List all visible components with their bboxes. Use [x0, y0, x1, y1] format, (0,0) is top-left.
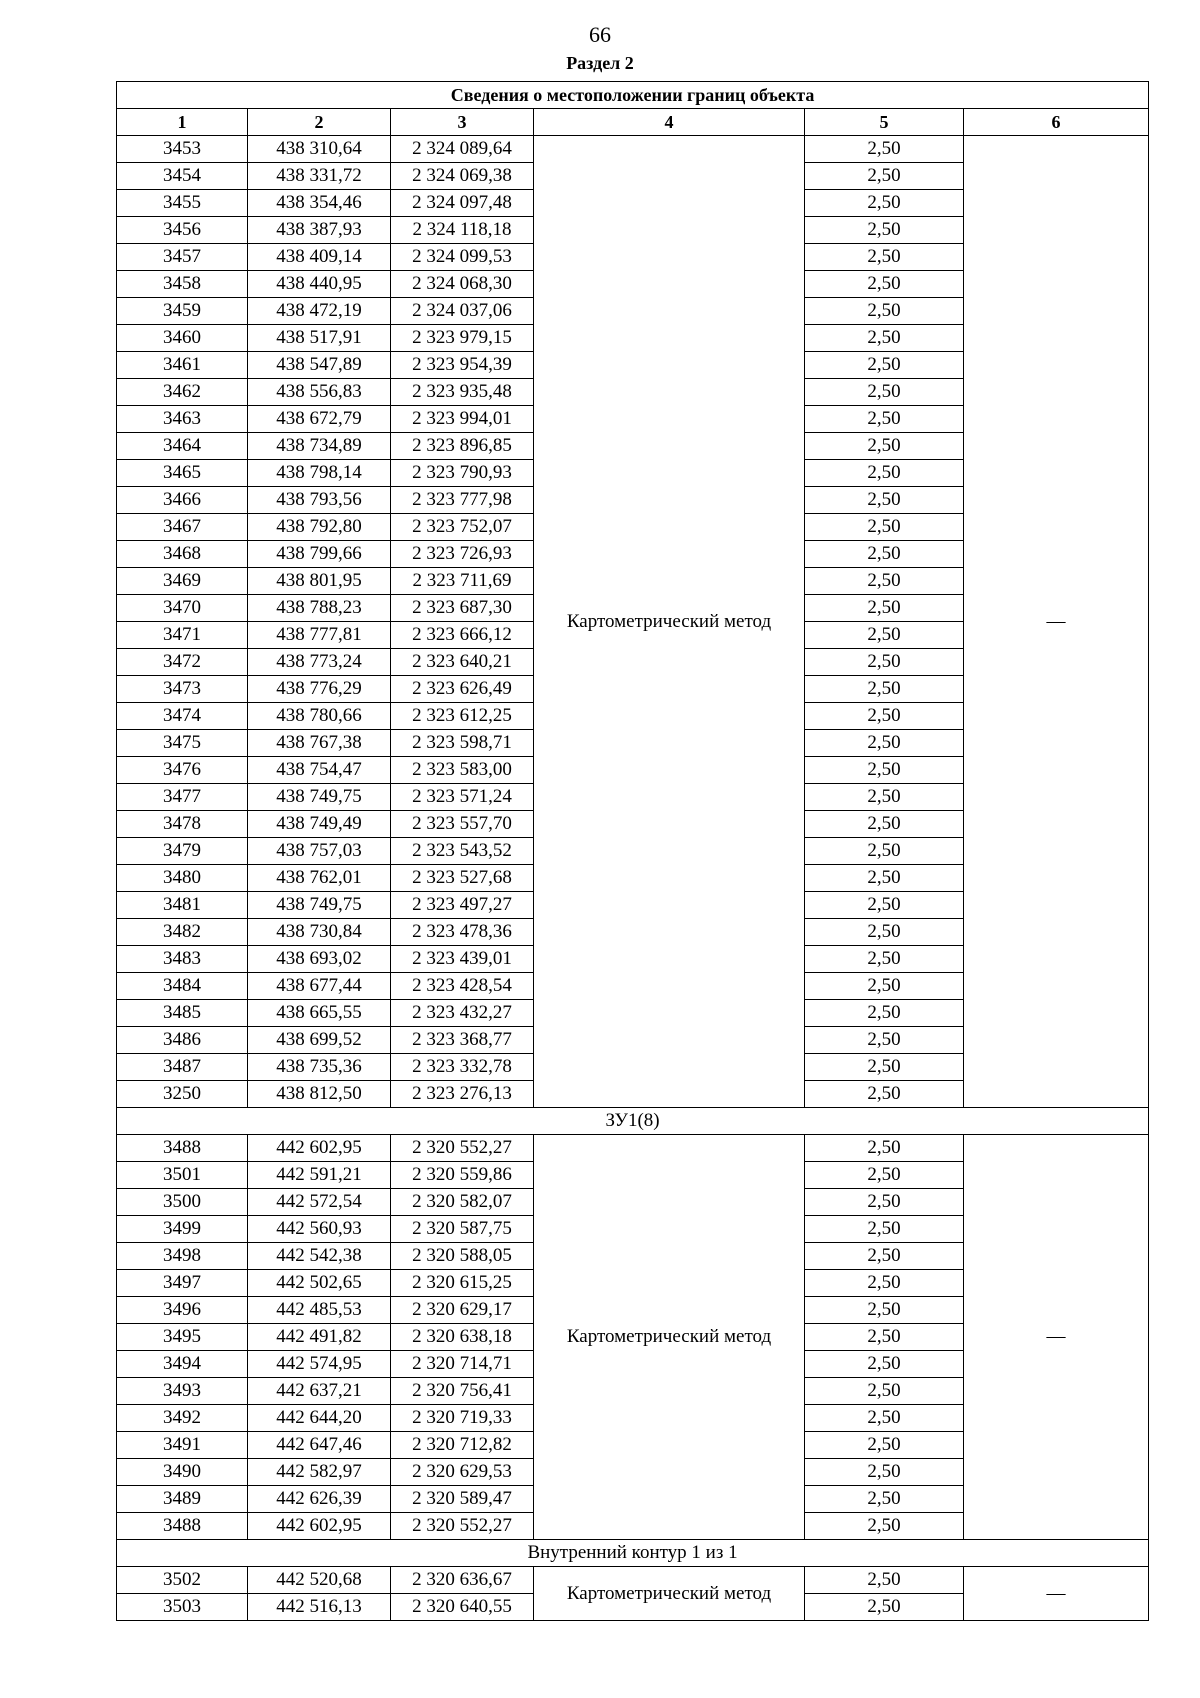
point-number-cell: 3481: [117, 892, 248, 919]
coord-x-cell: 438 310,64: [248, 136, 391, 163]
point-number-cell: 3465: [117, 460, 248, 487]
accuracy-cell: 2,50: [805, 703, 964, 730]
accuracy-cell: 2,50: [805, 973, 964, 1000]
point-number-cell: 3487: [117, 1054, 248, 1081]
coord-y-cell: 2 320 582,07: [391, 1189, 534, 1216]
accuracy-cell: 2,50: [805, 946, 964, 973]
accuracy-cell: 2,50: [805, 163, 964, 190]
coord-y-cell: 2 323 543,52: [391, 838, 534, 865]
contour-label-row: [117, 1540, 1149, 1567]
accuracy-cell: 2,50: [805, 1351, 964, 1378]
coord-y-cell: 2 320 588,05: [391, 1243, 534, 1270]
point-number-cell: 3493: [117, 1378, 248, 1405]
point-number-cell: 3250: [117, 1081, 248, 1108]
table-body: [117, 82, 1149, 1621]
coord-y-cell: 2 320 587,75: [391, 1216, 534, 1243]
point-number-cell: 3489: [117, 1486, 248, 1513]
point-number-cell: 3503: [117, 1594, 248, 1621]
coord-y-cell: 2 323 497,27: [391, 892, 534, 919]
coord-x-cell: 442 582,97: [248, 1459, 391, 1486]
coord-x-cell: 438 749,49: [248, 811, 391, 838]
coord-y-cell: 2 323 598,71: [391, 730, 534, 757]
column-header: 2: [248, 109, 391, 136]
point-number-cell: 3474: [117, 703, 248, 730]
page-number: 66: [589, 22, 611, 47]
accuracy-cell: 2,50: [805, 1567, 964, 1594]
accuracy-cell: 2,50: [805, 1243, 964, 1270]
accuracy-cell: 2,50: [805, 649, 964, 676]
method-cell: Картометрический метод: [534, 1567, 805, 1621]
coord-y-cell: 2 323 583,00: [391, 757, 534, 784]
coord-x-cell: 438 793,56: [248, 487, 391, 514]
point-number-cell: 3464: [117, 433, 248, 460]
point-number-cell: 3461: [117, 352, 248, 379]
coord-y-cell: 2 323 557,70: [391, 811, 534, 838]
point-number-cell: 3460: [117, 325, 248, 352]
method-cell: Картометрический метод: [534, 1135, 805, 1540]
point-number-cell: 3467: [117, 514, 248, 541]
accuracy-cell: 2,50: [805, 460, 964, 487]
coord-y-cell: 2 323 612,25: [391, 703, 534, 730]
coord-y-cell: 2 323 571,24: [391, 784, 534, 811]
point-number-cell: 3484: [117, 973, 248, 1000]
accuracy-cell: 2,50: [805, 1270, 964, 1297]
column-header: 1: [117, 109, 248, 136]
accuracy-cell: 2,50: [805, 622, 964, 649]
column6-cell: —: [964, 136, 1149, 1108]
point-number-cell: 3501: [117, 1162, 248, 1189]
point-number-cell: 3496: [117, 1297, 248, 1324]
accuracy-cell: 2,50: [805, 838, 964, 865]
coord-y-cell: 2 324 097,48: [391, 190, 534, 217]
accuracy-cell: 2,50: [805, 1378, 964, 1405]
coord-y-cell: 2 323 666,12: [391, 622, 534, 649]
point-number-cell: 3483: [117, 946, 248, 973]
table-row: [117, 136, 1149, 163]
accuracy-cell: 2,50: [805, 433, 964, 460]
coord-x-cell: 438 812,50: [248, 1081, 391, 1108]
accuracy-cell: 2,50: [805, 1000, 964, 1027]
point-number-cell: 3472: [117, 649, 248, 676]
coord-x-cell: 438 777,81: [248, 622, 391, 649]
accuracy-cell: 2,50: [805, 730, 964, 757]
point-number-cell: 3468: [117, 541, 248, 568]
coord-y-cell: 2 323 478,36: [391, 919, 534, 946]
point-number-cell: 3462: [117, 379, 248, 406]
accuracy-cell: 2,50: [805, 676, 964, 703]
column-header: 3: [391, 109, 534, 136]
coord-x-cell: 438 677,44: [248, 973, 391, 1000]
contour-label-row: [117, 1108, 1149, 1135]
coord-x-cell: 438 734,89: [248, 433, 391, 460]
point-number-cell: 3463: [117, 406, 248, 433]
accuracy-cell: 2,50: [805, 136, 964, 163]
coord-x-cell: 438 409,14: [248, 244, 391, 271]
accuracy-cell: 2,50: [805, 1135, 964, 1162]
coord-y-cell: 2 320 629,17: [391, 1297, 534, 1324]
coord-x-cell: 438 762,01: [248, 865, 391, 892]
coord-y-cell: 2 320 629,53: [391, 1459, 534, 1486]
point-number-cell: 3498: [117, 1243, 248, 1270]
coord-x-cell: 438 780,66: [248, 703, 391, 730]
point-number-cell: 3502: [117, 1567, 248, 1594]
coord-x-cell: 438 792,80: [248, 514, 391, 541]
coord-x-cell: 442 542,38: [248, 1243, 391, 1270]
coord-x-cell: 442 637,21: [248, 1378, 391, 1405]
point-number-cell: 3488: [117, 1135, 248, 1162]
point-number-cell: 3494: [117, 1351, 248, 1378]
coord-y-cell: 2 323 896,85: [391, 433, 534, 460]
coord-x-cell: 438 665,55: [248, 1000, 391, 1027]
coord-x-cell: 438 799,66: [248, 541, 391, 568]
coord-y-cell: 2 323 640,21: [391, 649, 534, 676]
coord-y-cell: 2 324 118,18: [391, 217, 534, 244]
section-title: Раздел 2: [566, 53, 634, 73]
point-number-cell: 3495: [117, 1324, 248, 1351]
accuracy-cell: 2,50: [805, 919, 964, 946]
column-header-row: [117, 109, 1149, 136]
coord-x-cell: 442 520,68: [248, 1567, 391, 1594]
coord-y-cell: 2 323 994,01: [391, 406, 534, 433]
coord-x-cell: 438 547,89: [248, 352, 391, 379]
coord-y-cell: 2 323 332,78: [391, 1054, 534, 1081]
coord-y-cell: 2 320 719,33: [391, 1405, 534, 1432]
point-number-cell: 3499: [117, 1216, 248, 1243]
accuracy-cell: 2,50: [805, 487, 964, 514]
coord-y-cell: 2 320 552,27: [391, 1135, 534, 1162]
accuracy-cell: 2,50: [805, 1486, 964, 1513]
accuracy-cell: 2,50: [805, 1081, 964, 1108]
coord-x-cell: 442 560,93: [248, 1216, 391, 1243]
coord-y-cell: 2 323 439,01: [391, 946, 534, 973]
coord-y-cell: 2 320 552,27: [391, 1513, 534, 1540]
point-number-cell: 3470: [117, 595, 248, 622]
point-number-cell: 3488: [117, 1513, 248, 1540]
point-number-cell: 3476: [117, 757, 248, 784]
coord-x-cell: 442 602,95: [248, 1513, 391, 1540]
coord-y-cell: 2 323 726,93: [391, 541, 534, 568]
accuracy-cell: 2,50: [805, 325, 964, 352]
coord-x-cell: 442 485,53: [248, 1297, 391, 1324]
point-number-cell: 3491: [117, 1432, 248, 1459]
table-row: [117, 1567, 1149, 1594]
accuracy-cell: 2,50: [805, 352, 964, 379]
point-number-cell: 3500: [117, 1189, 248, 1216]
accuracy-cell: 2,50: [805, 1216, 964, 1243]
point-number-cell: 3459: [117, 298, 248, 325]
accuracy-cell: 2,50: [805, 1054, 964, 1081]
accuracy-cell: 2,50: [805, 757, 964, 784]
coord-x-cell: 438 517,91: [248, 325, 391, 352]
coord-y-cell: 2 324 037,06: [391, 298, 534, 325]
accuracy-cell: 2,50: [805, 892, 964, 919]
coord-x-cell: 438 735,36: [248, 1054, 391, 1081]
accuracy-cell: 2,50: [805, 217, 964, 244]
accuracy-cell: 2,50: [805, 514, 964, 541]
point-number-cell: 3486: [117, 1027, 248, 1054]
coord-y-cell: 2 323 687,30: [391, 595, 534, 622]
accuracy-cell: 2,50: [805, 595, 964, 622]
coord-y-cell: 2 323 979,15: [391, 325, 534, 352]
method-cell: Картометрический метод: [534, 136, 805, 1108]
accuracy-cell: 2,50: [805, 1162, 964, 1189]
coord-x-cell: 442 572,54: [248, 1189, 391, 1216]
accuracy-cell: 2,50: [805, 784, 964, 811]
coord-y-cell: 2 320 615,25: [391, 1270, 534, 1297]
coord-y-cell: 2 320 589,47: [391, 1486, 534, 1513]
coord-x-cell: 442 591,21: [248, 1162, 391, 1189]
coord-x-cell: 442 574,95: [248, 1351, 391, 1378]
coord-x-cell: 442 644,20: [248, 1405, 391, 1432]
column-header: 5: [805, 109, 964, 136]
coord-x-cell: 442 602,95: [248, 1135, 391, 1162]
column-header: 4: [534, 109, 805, 136]
coord-y-cell: 2 323 752,07: [391, 514, 534, 541]
accuracy-cell: 2,50: [805, 1324, 964, 1351]
coord-y-cell: 2 324 068,30: [391, 271, 534, 298]
point-number-cell: 3471: [117, 622, 248, 649]
coord-x-cell: 438 693,02: [248, 946, 391, 973]
contour-label: Внутренний контур 1 из 1: [117, 1540, 1149, 1567]
point-number-cell: 3477: [117, 784, 248, 811]
accuracy-cell: 2,50: [805, 271, 964, 298]
point-number-cell: 3466: [117, 487, 248, 514]
accuracy-cell: 2,50: [805, 1459, 964, 1486]
accuracy-cell: 2,50: [805, 1297, 964, 1324]
coord-x-cell: 438 773,24: [248, 649, 391, 676]
point-number-cell: 3469: [117, 568, 248, 595]
point-number-cell: 3456: [117, 217, 248, 244]
coord-x-cell: 438 440,95: [248, 271, 391, 298]
point-number-cell: 3490: [117, 1459, 248, 1486]
point-number-cell: 3473: [117, 676, 248, 703]
accuracy-cell: 2,50: [805, 190, 964, 217]
coord-x-cell: 438 354,46: [248, 190, 391, 217]
coord-y-cell: 2 323 935,48: [391, 379, 534, 406]
coord-x-cell: 442 502,65: [248, 1270, 391, 1297]
coord-x-cell: 442 647,46: [248, 1432, 391, 1459]
coord-x-cell: 438 749,75: [248, 784, 391, 811]
point-number-cell: 3497: [117, 1270, 248, 1297]
coord-y-cell: 2 323 432,27: [391, 1000, 534, 1027]
accuracy-cell: 2,50: [805, 1513, 964, 1540]
coord-y-cell: 2 320 756,41: [391, 1378, 534, 1405]
coord-x-cell: 438 331,72: [248, 163, 391, 190]
point-number-cell: 3458: [117, 271, 248, 298]
coord-y-cell: 2 324 089,64: [391, 136, 534, 163]
coord-y-cell: 2 320 714,71: [391, 1351, 534, 1378]
accuracy-cell: 2,50: [805, 244, 964, 271]
coord-x-cell: 438 730,84: [248, 919, 391, 946]
accuracy-cell: 2,50: [805, 541, 964, 568]
point-number-cell: 3492: [117, 1405, 248, 1432]
coord-x-cell: 438 788,23: [248, 595, 391, 622]
point-number-cell: 3453: [117, 136, 248, 163]
coord-x-cell: 442 516,13: [248, 1594, 391, 1621]
accuracy-cell: 2,50: [805, 379, 964, 406]
coord-y-cell: 2 323 428,54: [391, 973, 534, 1000]
coord-y-cell: 2 324 099,53: [391, 244, 534, 271]
point-number-cell: 3482: [117, 919, 248, 946]
table-title-row: [117, 82, 1149, 109]
coord-y-cell: 2 320 640,55: [391, 1594, 534, 1621]
table-row: [117, 1135, 1149, 1162]
coord-x-cell: 438 699,52: [248, 1027, 391, 1054]
column6-cell: —: [964, 1135, 1149, 1540]
coord-x-cell: 438 801,95: [248, 568, 391, 595]
accuracy-cell: 2,50: [805, 1594, 964, 1621]
coord-x-cell: 438 754,47: [248, 757, 391, 784]
coord-x-cell: 438 472,19: [248, 298, 391, 325]
coord-y-cell: 2 324 069,38: [391, 163, 534, 190]
point-number-cell: 3475: [117, 730, 248, 757]
point-number-cell: 3454: [117, 163, 248, 190]
coord-y-cell: 2 323 711,69: [391, 568, 534, 595]
accuracy-cell: 2,50: [805, 298, 964, 325]
coord-y-cell: 2 323 276,13: [391, 1081, 534, 1108]
point-number-cell: 3480: [117, 865, 248, 892]
coord-y-cell: 2 320 638,18: [391, 1324, 534, 1351]
coord-x-cell: 438 387,93: [248, 217, 391, 244]
coord-y-cell: 2 320 559,86: [391, 1162, 534, 1189]
coord-y-cell: 2 323 954,39: [391, 352, 534, 379]
coord-x-cell: 438 776,29: [248, 676, 391, 703]
accuracy-cell: 2,50: [805, 1432, 964, 1459]
coord-x-cell: 442 626,39: [248, 1486, 391, 1513]
column-header: 6: [964, 109, 1149, 136]
coord-x-cell: 438 767,38: [248, 730, 391, 757]
point-number-cell: 3457: [117, 244, 248, 271]
column6-cell: —: [964, 1567, 1149, 1621]
coord-y-cell: 2 323 777,98: [391, 487, 534, 514]
boundary-coordinates-table: [116, 81, 1149, 1621]
accuracy-cell: 2,50: [805, 568, 964, 595]
coord-x-cell: 438 798,14: [248, 460, 391, 487]
table-title: Сведения о местоположении границ объекта: [117, 82, 1149, 109]
coord-y-cell: 2 323 527,68: [391, 865, 534, 892]
coord-y-cell: 2 323 790,93: [391, 460, 534, 487]
coord-y-cell: 2 320 636,67: [391, 1567, 534, 1594]
coord-x-cell: 442 491,82: [248, 1324, 391, 1351]
coord-x-cell: 438 556,83: [248, 379, 391, 406]
coord-y-cell: 2 320 712,82: [391, 1432, 534, 1459]
accuracy-cell: 2,50: [805, 406, 964, 433]
accuracy-cell: 2,50: [805, 1405, 964, 1432]
contour-label: ЗУ1(8): [117, 1108, 1149, 1135]
coord-x-cell: 438 672,79: [248, 406, 391, 433]
coord-x-cell: 438 757,03: [248, 838, 391, 865]
coord-x-cell: 438 749,75: [248, 892, 391, 919]
accuracy-cell: 2,50: [805, 811, 964, 838]
coord-y-cell: 2 323 626,49: [391, 676, 534, 703]
point-number-cell: 3478: [117, 811, 248, 838]
point-number-cell: 3455: [117, 190, 248, 217]
point-number-cell: 3485: [117, 1000, 248, 1027]
point-number-cell: 3479: [117, 838, 248, 865]
coord-y-cell: 2 323 368,77: [391, 1027, 534, 1054]
accuracy-cell: 2,50: [805, 1027, 964, 1054]
accuracy-cell: 2,50: [805, 1189, 964, 1216]
accuracy-cell: 2,50: [805, 865, 964, 892]
